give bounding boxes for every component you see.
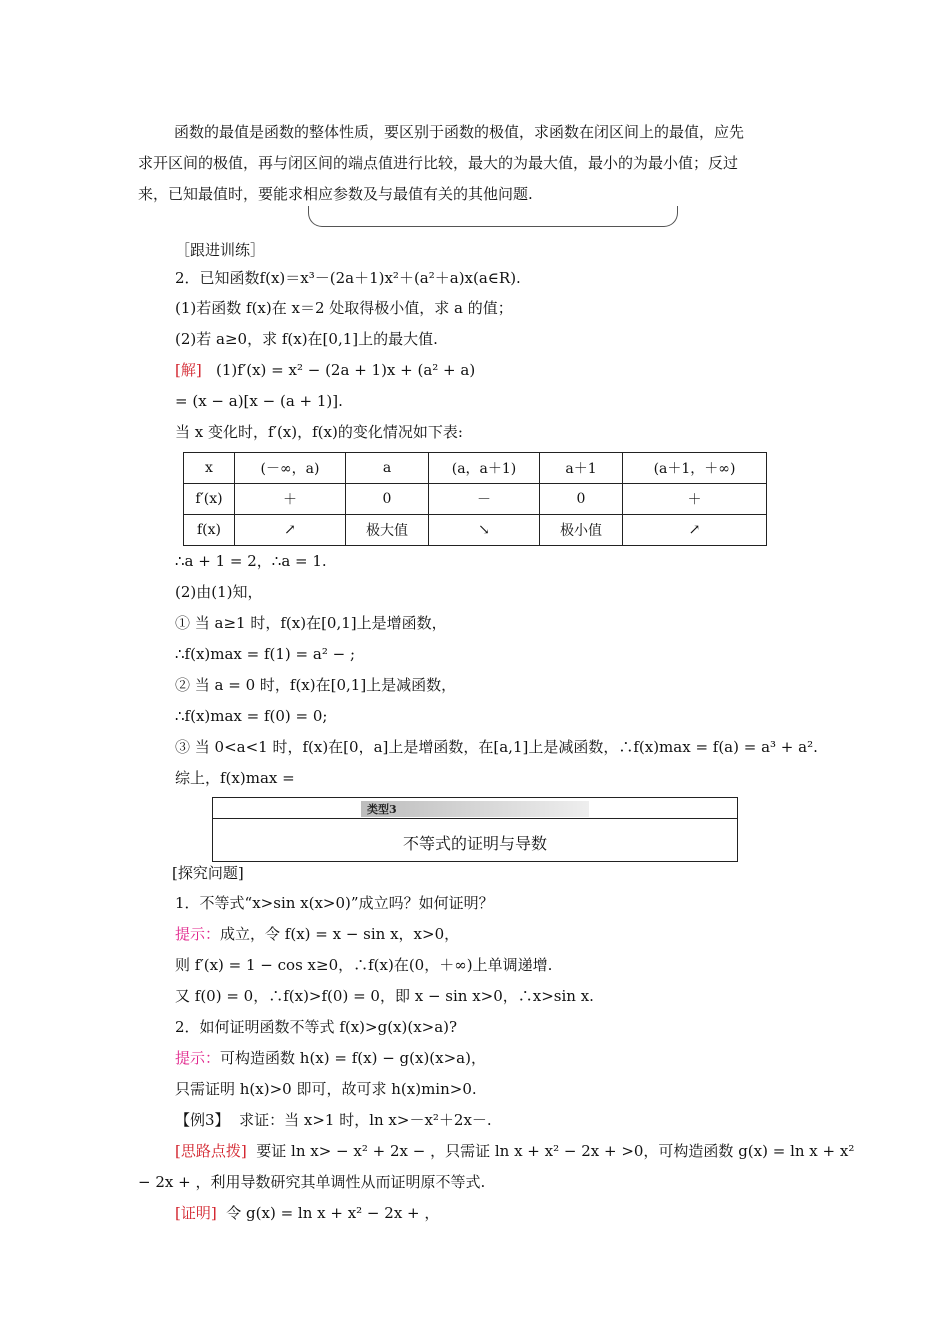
hint-line: 则 f′(x) = 1 − cos x≥0，∴f(x)在(0，＋∞)上单调递增. bbox=[175, 956, 553, 974]
table-cell: ↗ bbox=[235, 515, 346, 546]
type-badge bbox=[361, 801, 589, 817]
practice-question: 2．已知函数f(x)＝x³－(2a＋1)x²＋(a²＋a)x(a∈R). bbox=[175, 269, 521, 287]
hint-line: 提示：可构造函数 h(x) = f(x) − g(x)(x>a)， bbox=[175, 1049, 486, 1067]
table-cell: x bbox=[184, 453, 235, 484]
example-tag: 【例3】 bbox=[175, 1111, 230, 1129]
table-cell: (－∞，a) bbox=[235, 453, 346, 484]
hint-line: 提示：成立，令 f(x) = x − sin x，x>0， bbox=[175, 925, 460, 943]
section-bracket bbox=[308, 206, 678, 227]
question-part-2: (2)若 a≥0，求 f(x)在[0,1]上的最大值. bbox=[175, 330, 438, 348]
table-cell: f(x) bbox=[184, 515, 235, 546]
table-row bbox=[184, 453, 767, 484]
practice-heading: ［跟进训练］ bbox=[175, 241, 266, 259]
table-cell: (a＋1，＋∞) bbox=[623, 453, 767, 484]
solution-line: ∴a + 1 = 2，∴a = 1. bbox=[175, 552, 327, 570]
hint-line: 只需证明 h(x)>0 即可，故可求 h(x)min>0. bbox=[175, 1080, 477, 1098]
type-badge-label: 类型3 bbox=[367, 803, 397, 816]
table-row bbox=[184, 484, 767, 515]
solution-line: ∴f(x)max = f(0) = 0; bbox=[175, 707, 328, 725]
explore-question-2: 2．如何证明函数不等式 f(x)>g(x)(x>a)? bbox=[175, 1018, 458, 1036]
table-cell: 0 bbox=[540, 484, 623, 515]
solution-line: ③ 当 0<a<1 时，f(x)在[0，a]上是增函数，在[a,1]上是减函数，∴f(x)max = f(a) = a³ + a². bbox=[175, 738, 818, 756]
section-title: 不等式的证明与导数 bbox=[402, 834, 547, 853]
explore-question-1: 1．不等式“x>sin x(x>0)”成立吗？如何证明？ bbox=[175, 894, 494, 912]
table-cell: － bbox=[429, 484, 540, 515]
table-cell: 极小值 bbox=[540, 515, 623, 546]
table-cell: f′(x) bbox=[184, 484, 235, 515]
solution-line: [解] (1)f′(x) = x² − (2a + 1)x + (a² + a) bbox=[175, 361, 476, 379]
table-cell: ↘ bbox=[429, 515, 540, 546]
idea-line: − 2x + ，利用导数研究其单调性从而证明原不等式. bbox=[138, 1173, 486, 1191]
proof-line: [证明] 令 g(x) = ln x + x² − 2x + ， bbox=[175, 1204, 440, 1222]
table-cell: ↗ bbox=[623, 515, 767, 546]
variation-table bbox=[183, 452, 767, 546]
hint-tag: 提示： bbox=[175, 925, 221, 943]
solution-line: 当 x 变化时，f′(x)，f(x)的变化情况如下表: bbox=[175, 423, 463, 441]
idea-tag: [思路点拨] bbox=[175, 1142, 247, 1160]
section-type-box bbox=[212, 797, 738, 862]
hint-tag: 提示： bbox=[175, 1049, 221, 1067]
table-cell: a bbox=[346, 453, 429, 484]
table-row bbox=[184, 515, 767, 546]
solution-tag: [解] bbox=[175, 361, 202, 379]
solution-line: ② 当 a = 0 时，f(x)在[0,1]上是减函数， bbox=[175, 676, 457, 694]
divider bbox=[213, 818, 737, 819]
solution-line: ∴f(x)max = f(1) = a² − ; bbox=[175, 645, 356, 663]
proof-tag: [证明] bbox=[175, 1204, 217, 1222]
solution-line: (2)由(1)知， bbox=[175, 583, 263, 601]
intro-line: 函数的最值是函数的整体性质，要区别于函数的极值，求函数在闭区间上的最值，应先 bbox=[174, 123, 745, 141]
table-cell: (a，a＋1) bbox=[429, 453, 540, 484]
intro-line: 来，已知最值时，要能求相应参数及与最值有关的其他问题. bbox=[138, 185, 533, 203]
explore-heading: [探究问题] bbox=[172, 864, 244, 882]
solution-line: ① 当 a≥1 时，f(x)在[0,1]上是增函数， bbox=[175, 614, 447, 632]
hint-line: 又 f(0) = 0，∴f(x)>f(0) = 0，即 x − sin x>0，∴x>sin x. bbox=[175, 987, 594, 1005]
intro-paragraph bbox=[138, 117, 818, 210]
example-line: 【例3】 求证：当 x>1 时，ln x>－x²＋2x－. bbox=[175, 1111, 492, 1129]
intro-line: 求开区间的极值，再与闭区间的端点值进行比较，最大的为最大值，最小的为最小值；反过 bbox=[138, 154, 739, 172]
table-cell: 0 bbox=[346, 484, 429, 515]
question-part-1: (1)若函数 f(x)在 x＝2 处取得极小值，求 a 的值； bbox=[175, 299, 513, 317]
solution-line: 综上，f(x)max = bbox=[175, 769, 295, 787]
table-cell: a＋1 bbox=[540, 453, 623, 484]
idea-line: [思路点拨] 要证 ln x> − x² + 2x − ，只需证 ln x + x² − 2x + >0，可构造函数 g(x) = ln x + x² bbox=[175, 1142, 855, 1160]
solution-line: = (x − a)[x − (a + 1)]. bbox=[175, 392, 343, 410]
table-cell: 极大值 bbox=[346, 515, 429, 546]
table-cell: ＋ bbox=[235, 484, 346, 515]
table-cell: ＋ bbox=[623, 484, 767, 515]
